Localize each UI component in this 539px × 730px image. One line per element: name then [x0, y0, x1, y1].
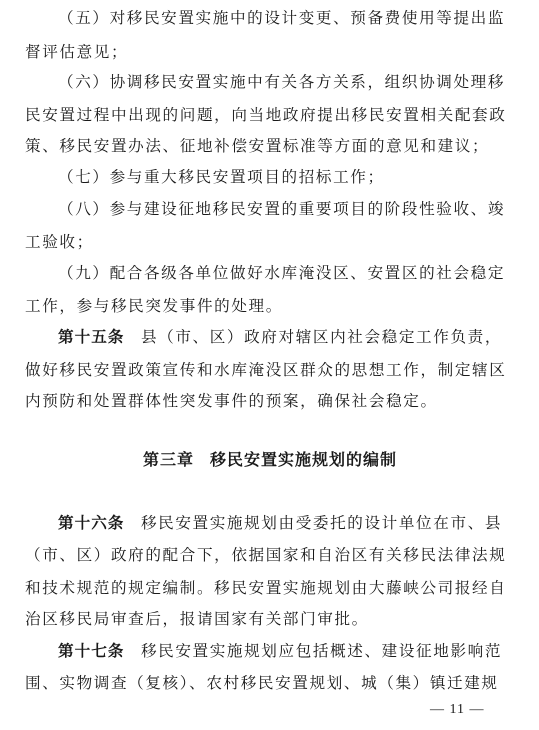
paragraph-eight-line-2: 工验收； [25, 233, 94, 251]
article-seventeen-text: 移民安置实施规划应包括概述、建设征地影响范 [140, 642, 503, 660]
article-fifteen-text: 县（市、区）政府对辖区内社会稳定工作负责， [140, 328, 503, 346]
article-seventeen-line-2: 围、实物调查（复核）、农村移民安置规划、城（集）镇迁建规 [25, 674, 499, 692]
paragraph-seven-line-1: （七）参与重大移民安置项目的招标工作； [58, 168, 385, 186]
article-sixteen-heading: 第十六条 [58, 514, 125, 532]
chapter-title: 移民安置实施规划的编制 [210, 450, 398, 469]
article-seventeen-line-1 [58, 639, 502, 661]
chapter-number: 第三章 [142, 450, 194, 469]
article-seventeen-heading: 第十七条 [58, 642, 125, 660]
paragraph-six-line-1: （六）协调移民安置实施中有关各方关系，组织协调处理移 [58, 73, 506, 91]
paragraph-six-line-3: 策、移民安置办法、征地补偿安置标准等方面的意见和建议； [25, 137, 490, 155]
article-sixteen-line-3: 和技术规范的规定编制。移民安置实施规划由大藤峡公司报经自 [25, 579, 507, 597]
chapter-heading [25, 447, 515, 470]
paragraph-five-line-1: （五）对移民安置实施中的设计变更、预备费使用等提出监 [58, 9, 506, 27]
paragraph-nine-line-2: 工作，参与移民突发事件的处理。 [25, 297, 283, 315]
article-fifteen-line-2: 做好移民安置政策宣传和水库淹没区群众的思想工作，制定辖区 [25, 361, 507, 379]
paragraph-nine-line-1: （九）配合各级各单位做好水库淹没区、安置区的社会稳定 [58, 264, 506, 282]
article-fifteen-line-3: 内预防和处置群体性突发事件的预案，确保社会稳定。 [25, 392, 438, 410]
article-fifteen-heading: 第十五条 [58, 328, 125, 346]
paragraph-eight-line-1: （八）参与建设征地移民安置的重要项目的阶段性验收、竣 [58, 200, 506, 218]
article-sixteen-line-1 [58, 511, 502, 533]
article-sixteen-line-2: （市、区）政府的配合下，依据国家和自治区有关移民法律法规 [25, 546, 507, 564]
article-fifteen-line-1 [58, 325, 502, 347]
article-sixteen-text: 移民安置实施规划由受委托的设计单位在市、县 [140, 514, 503, 532]
paragraph-five-line-2: 督评估意见； [25, 43, 129, 61]
article-sixteen-line-4: 治区移民局审查后，报请国家有关部门审批。 [25, 610, 369, 628]
paragraph-six-line-2: 民安置过程中出现的问题，向当地政府提出移民安置相关配套政 [25, 106, 507, 124]
page-number: — 11 — [430, 702, 485, 717]
